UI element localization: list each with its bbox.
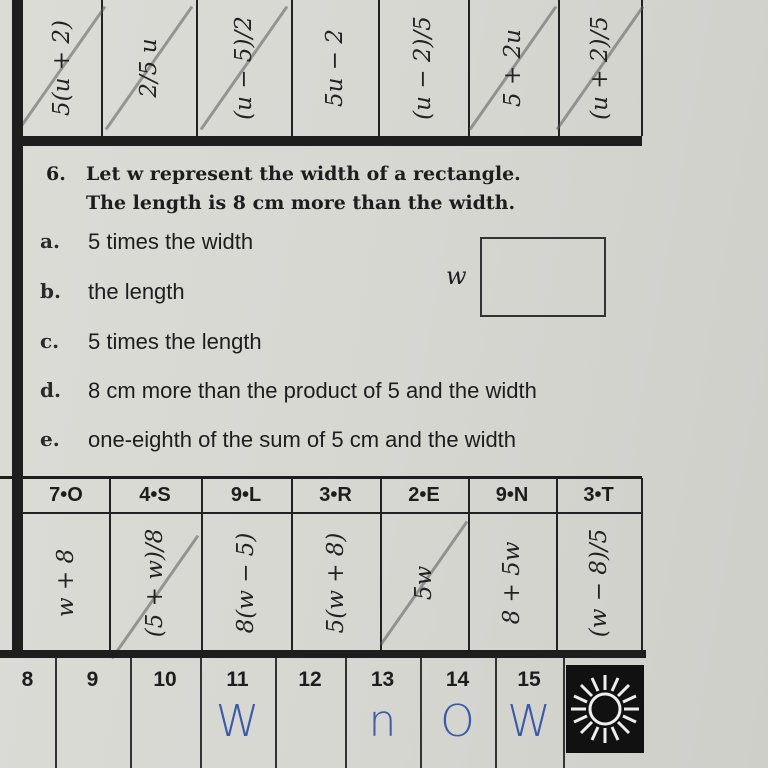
answer-cell xyxy=(23,0,103,136)
decode-row xyxy=(0,658,646,768)
answer-expression: 8(w − 5) xyxy=(233,532,259,634)
sun-icon xyxy=(566,665,644,753)
item-text: the length xyxy=(88,279,185,304)
bottom-answer-strip xyxy=(23,478,641,652)
question-line-2: The length is 8 cm more than the width. xyxy=(86,192,516,214)
item-letter: a. xyxy=(40,229,60,253)
answer-cell xyxy=(468,0,560,136)
handwritten-letter: W xyxy=(507,696,551,747)
strip-border xyxy=(0,650,646,658)
question-number: 6. xyxy=(46,163,66,185)
answer-code: 7•O xyxy=(23,478,109,514)
answer-expression: 5u − 2 xyxy=(321,29,348,107)
item-letter: d. xyxy=(40,378,61,402)
answer-expression: (5 + w)/8 xyxy=(142,528,168,638)
answer-cell xyxy=(556,478,643,652)
item-letter: e. xyxy=(40,427,60,451)
decode-cell[interactable] xyxy=(345,658,422,768)
handwritten-letter: n xyxy=(368,696,397,747)
decode-cell[interactable] xyxy=(55,658,132,768)
answer-expression: (u − 5)/2 xyxy=(230,16,257,120)
answer-code: 9•L xyxy=(201,478,291,514)
answer-expression: 5w xyxy=(411,565,437,601)
answer-cell xyxy=(201,478,293,652)
answer-expression: 8 + 5w xyxy=(499,541,525,625)
item-letter: b. xyxy=(40,279,61,303)
left-rule xyxy=(12,0,23,652)
answer-code: 9•N xyxy=(468,478,556,514)
answer-cell xyxy=(380,478,470,652)
decode-cell[interactable] xyxy=(495,658,565,768)
decode-cell[interactable] xyxy=(200,658,277,768)
top-answer-strip xyxy=(23,0,641,136)
answer-expression: (u + 2)/5 xyxy=(586,16,613,120)
decode-cell[interactable] xyxy=(130,658,202,768)
handwritten-letter: W xyxy=(215,696,260,747)
answer-cell xyxy=(291,0,380,136)
answer-cell xyxy=(23,478,111,652)
answer-cell xyxy=(468,478,558,652)
width-label: w xyxy=(446,262,467,290)
answer-expression: 5(u + 2) xyxy=(49,20,75,116)
handwritten-letter: O xyxy=(440,696,475,747)
decode-number: 13 xyxy=(370,668,395,691)
decode-number: 15 xyxy=(517,668,541,691)
answer-code: 2•E xyxy=(380,478,468,514)
answer-expression: w + 8 xyxy=(53,548,79,618)
decode-number: 8 xyxy=(21,668,34,691)
decode-number: 9 xyxy=(86,668,99,691)
answer-cell xyxy=(109,478,203,652)
strip-border xyxy=(12,136,642,146)
answer-expression: 5(w + 8) xyxy=(322,532,349,634)
answer-cell xyxy=(378,0,470,136)
item-text: 5 times the width xyxy=(88,229,254,254)
decode-cell[interactable] xyxy=(275,658,347,768)
item-text: 5 times the length xyxy=(88,329,262,354)
question-line-1: Let w represent the width of a rectangle. xyxy=(86,163,521,185)
answer-cell xyxy=(291,478,382,652)
answer-code: 4•S xyxy=(109,478,201,514)
decode-number: 10 xyxy=(153,668,177,691)
answer-cell xyxy=(196,0,293,136)
decode-number: 11 xyxy=(226,668,249,691)
answer-cell xyxy=(101,0,198,136)
answer-cell xyxy=(558,0,643,136)
item-text: 8 cm more than the product of 5 and the width xyxy=(88,378,537,403)
item-letter: c. xyxy=(40,329,60,353)
decode-number: 14 xyxy=(445,668,470,691)
answer-code: 3•T xyxy=(556,478,641,514)
answer-code: 3•R xyxy=(291,478,380,514)
decode-number: 12 xyxy=(298,668,322,691)
decode-cell[interactable] xyxy=(0,658,57,768)
answer-expression: (w − 8)/5 xyxy=(585,528,612,638)
answer-expression: 5 + 2u xyxy=(500,29,526,107)
item-text: one-eighth of the sum of 5 cm and the width xyxy=(88,427,517,452)
answer-expression: 2/5 u xyxy=(135,38,162,98)
rectangle-diagram xyxy=(480,237,606,317)
decode-cell[interactable] xyxy=(420,658,497,768)
answer-expression: (u − 2)/5 xyxy=(410,16,436,120)
